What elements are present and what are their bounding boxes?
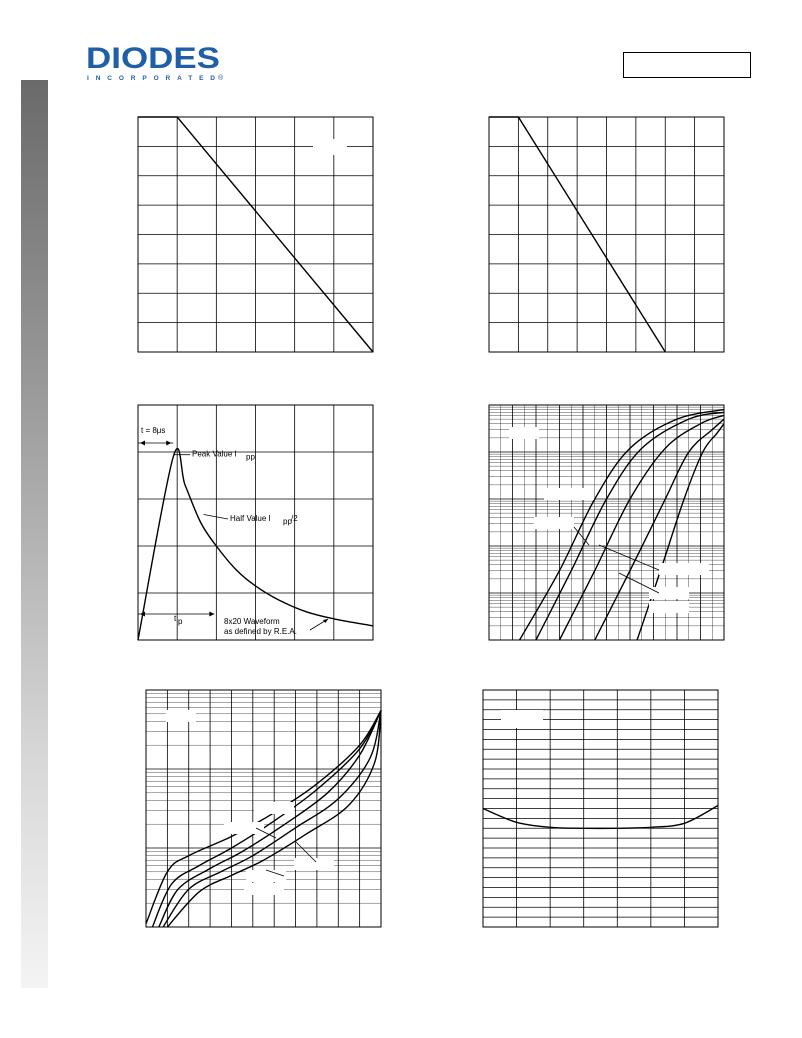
part-number-box — [623, 52, 751, 78]
label-blank — [649, 601, 689, 613]
diodes-logo — [86, 40, 236, 84]
logo-text: DIODES — [86, 42, 220, 75]
logo-registered-mark: ® — [218, 75, 224, 82]
half-value-subscript: pp — [283, 517, 292, 526]
chart-5 — [146, 690, 381, 927]
pointer-line — [619, 573, 659, 593]
label-blank — [534, 517, 574, 529]
pulse-width-label: t — [174, 614, 177, 623]
chart-1 — [138, 117, 373, 352]
peak-label-subscript: pp — [246, 452, 255, 462]
chart-4 — [489, 405, 724, 640]
label-blank — [649, 587, 689, 599]
arrow-head — [166, 441, 171, 446]
chart-6 — [483, 690, 718, 927]
waveform-caption-line2: as defined by R.E.A. — [224, 627, 297, 636]
chart-2 — [489, 117, 724, 352]
label-blank — [246, 870, 286, 882]
arrow-head — [140, 441, 145, 446]
arrow-head — [209, 612, 214, 617]
label-blank — [254, 802, 294, 814]
arrow-head — [323, 619, 328, 623]
half-value-suffix: /2 — [291, 514, 298, 523]
label-blank — [501, 710, 543, 728]
pointer-line — [599, 545, 659, 570]
peak-label: Peak Value I — [192, 449, 237, 459]
label-blank — [659, 563, 709, 575]
side-gradient-bar — [21, 80, 48, 988]
pulse-width-subscript: p — [178, 617, 183, 626]
half-value-label: Half Value I — [230, 514, 271, 523]
label-blank — [166, 710, 196, 722]
label-blank — [509, 427, 539, 439]
chart-3-pulse-waveform — [138, 405, 373, 640]
label-blank — [313, 139, 347, 155]
label-blank — [224, 822, 264, 834]
grid — [489, 117, 724, 352]
rise-time-label: t = 8μs — [141, 426, 166, 435]
waveform-caption-line1: 8x20 Waveform — [224, 617, 280, 626]
series-line-1 — [483, 806, 718, 829]
label-blank — [244, 883, 284, 895]
logo-subtext: INCORPORATED — [87, 75, 215, 82]
half-value-pointer — [204, 515, 228, 520]
label-blank — [544, 488, 594, 500]
